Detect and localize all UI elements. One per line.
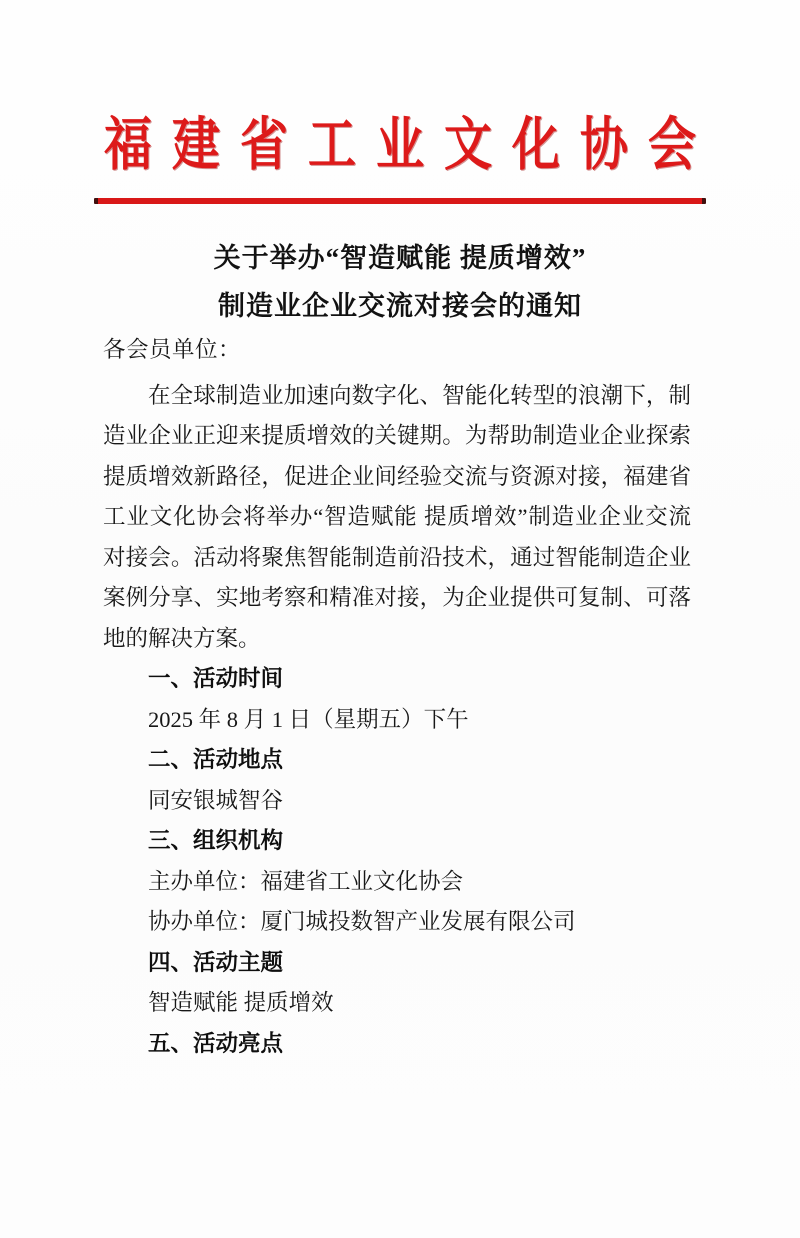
organizer-host-line: 主办单位：福建省工业文化协会 bbox=[148, 868, 464, 894]
intro-paragraph: 在全球制造业加速向数字化、智能化转型的浪潮下，制造业企业正迎来提质增效的关键期。为帮助制造业企业探索提质增效新路径，促进企业间经验交流与资源对接，福建省工业文化协会将举办“智造赋能 提质增效”制造业企业交流对接会。活动将聚焦智能制造前沿技术，通过智能制造企业案例分享、实地考察和精准对接，为企业提供可复制、可落地的解决方案。 bbox=[103, 382, 691, 651]
organizer-cohost-line: 协办单位：厦门城投数智产业发展有限公司 bbox=[148, 909, 576, 934]
letterhead-divider-rule bbox=[94, 198, 706, 204]
document-body bbox=[103, 330, 691, 1064]
document-title bbox=[0, 234, 800, 330]
letterhead bbox=[0, 110, 800, 182]
document-title-line2: 制造业企业交流对接会的通知 bbox=[218, 291, 582, 321]
organization-name: 福建省工业文化协会 bbox=[103, 113, 716, 178]
event-location-value: 同安银城智谷 bbox=[148, 787, 284, 813]
event-time-value: 2025 年 8 月 1 日（星期五）下午 bbox=[148, 706, 469, 732]
salutation: 各会员单位： bbox=[103, 337, 242, 362]
section-heading-event-theme: 四、活动主题 bbox=[148, 949, 284, 975]
section-heading-event-highlights: 五、活动亮点 bbox=[148, 1030, 284, 1056]
section-heading-event-location: 二、活动地点 bbox=[148, 747, 284, 772]
event-theme-value: 智造赋能 提质增效 bbox=[148, 990, 334, 1015]
section-heading-organizers: 三、组织机构 bbox=[148, 828, 284, 853]
section-heading-event-time: 一、活动时间 bbox=[148, 666, 284, 691]
document-title-line1: 关于举办“智造赋能 提质增效” bbox=[213, 243, 587, 273]
